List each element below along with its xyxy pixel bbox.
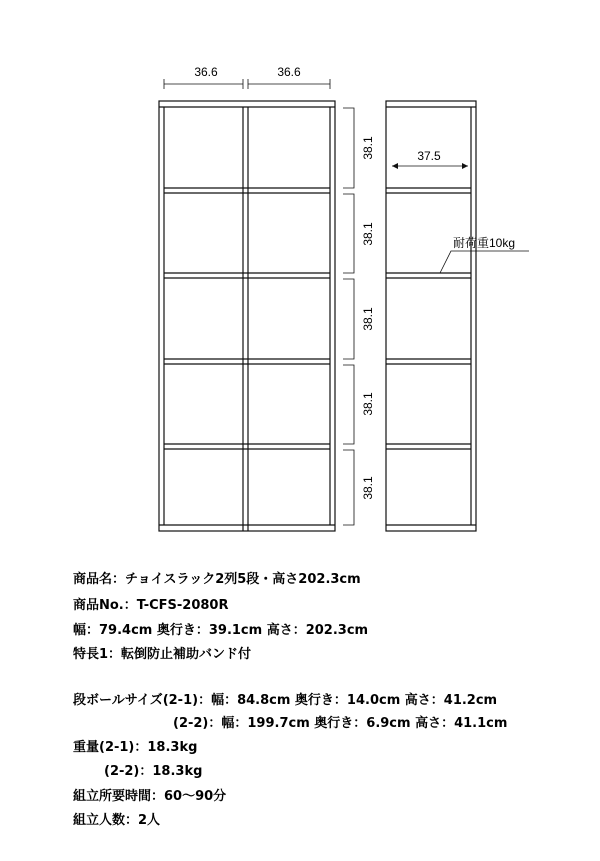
height-bracket-4 [343, 365, 354, 444]
side-shelves [386, 188, 471, 449]
height-dimensions [343, 108, 354, 525]
load-leader [440, 251, 529, 273]
height-bracket-5 [343, 450, 354, 525]
width-label-left: 36.6 [194, 65, 218, 79]
shelf-height-label-1: 38.1 [361, 136, 375, 160]
spec-product-number: 商品No.：T-CFS-2080R [73, 598, 229, 613]
spec-feature: 特長1：転倒防止補助バンド付 [73, 647, 252, 662]
spec-size: 幅：79.4cm 奥行き：39.1cm 高さ：202.3cm [73, 623, 369, 638]
depth-dimension [392, 163, 468, 169]
depth-label: 37.5 [417, 149, 441, 163]
spec-assembly-people: 組立人数：2人 [73, 813, 161, 828]
load-capacity-label: 耐荷重10kg [453, 236, 516, 250]
width-label-right: 36.6 [277, 65, 301, 79]
height-bracket-3 [343, 279, 354, 359]
front-outer-frame [159, 101, 335, 531]
spec-box-size-2: (2-2)：幅：199.7cm 奥行き：6.9cm 高さ：41.1cm [173, 716, 508, 731]
spec-assembly-time: 組立所要時間：60〜90分 [73, 789, 227, 804]
height-bracket-2 [343, 194, 354, 273]
front-shelves [164, 188, 330, 449]
shelf-height-label-2: 38.1 [361, 222, 375, 246]
height-bracket-1 [343, 108, 354, 188]
shelf-height-label-3: 38.1 [361, 307, 375, 331]
spec-weight-2: (2-2)：18.3kg [104, 764, 203, 779]
spec-product-name: 商品名：チョイスラック2列5段・高さ202.3cm [73, 572, 361, 587]
load-leader-line [440, 251, 529, 273]
shelf-height-label-5: 38.1 [361, 476, 375, 500]
depth-arrow-right [462, 163, 468, 169]
front-view [159, 101, 335, 531]
width-dimensions [164, 79, 330, 89]
spec-weight-1: 重量(2-1)：18.3kg [73, 740, 198, 755]
shelf-height-label-4: 38.1 [361, 392, 375, 416]
depth-arrow-left [392, 163, 398, 169]
spec-box-size-1: 段ボールサイズ(2-1)：幅：84.8cm 奥行き：14.0cm 高さ：41.2cm [73, 693, 498, 708]
